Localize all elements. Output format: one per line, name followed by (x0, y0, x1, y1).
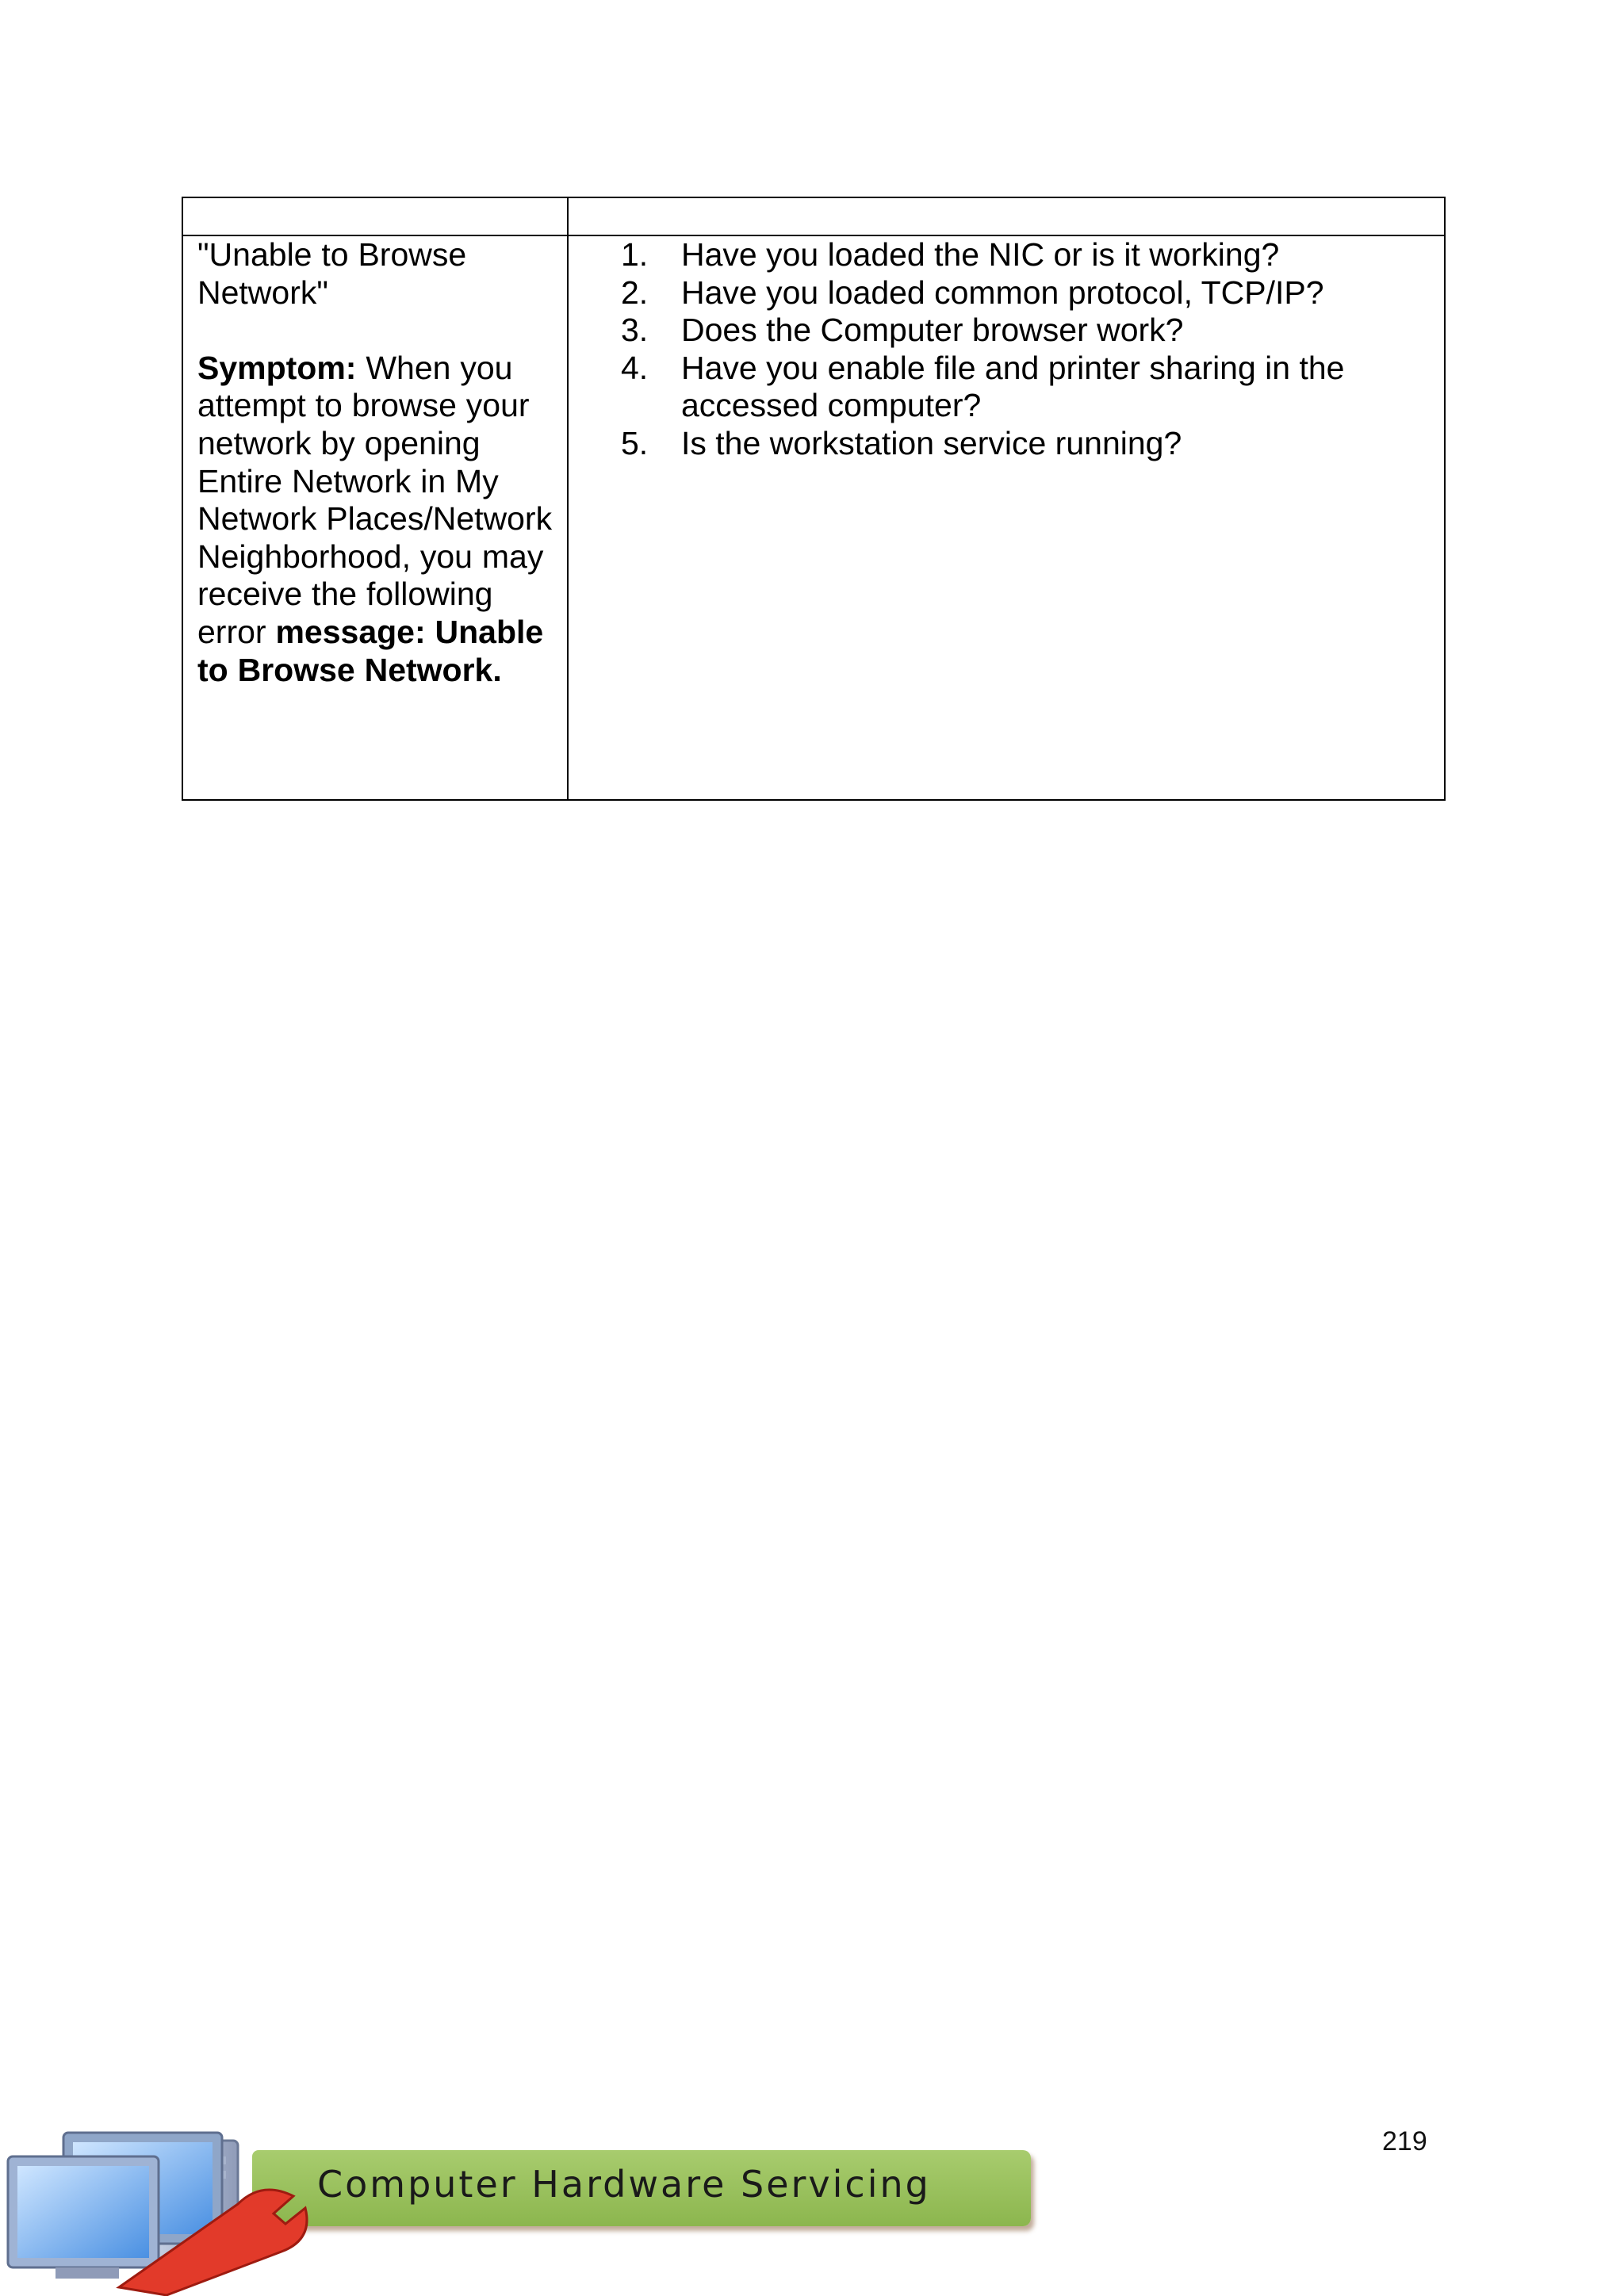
header-cell-problem (182, 197, 568, 235)
question-number: 1. (621, 236, 649, 273)
troubleshooting-table (182, 197, 1446, 801)
symptom-text: When you attempt to browse your network by opening Entire Network in My Network Places/Network Neighborhood, you may receive the following error (197, 349, 553, 650)
questions-cell (568, 235, 1445, 800)
question-text: Have you loaded common protocol, TCP/IP? (681, 274, 1324, 311)
computer-wrench-icon (0, 2125, 317, 2296)
questions-list (569, 236, 1444, 463)
problem-title: "Unable to Browse Network" (197, 236, 467, 311)
question-number: 2. (621, 274, 649, 311)
symptom-error-message: message: Unable to Browse Network. (197, 613, 544, 688)
symptom-label: Symptom: (197, 349, 357, 386)
list-item (569, 350, 1444, 425)
list-item (569, 274, 1444, 312)
list-item (569, 236, 1444, 274)
table-row (182, 235, 1445, 800)
list-item (569, 425, 1444, 463)
problem-cell (182, 235, 568, 800)
table-header-row (182, 197, 1445, 235)
question-text: Does the Computer browser work? (681, 312, 1184, 349)
question-text: Have you enable file and printer sharing in the accessed computer? (681, 349, 1345, 424)
header-cell-solution (568, 197, 1445, 235)
question-text: Is the workstation service running? (681, 424, 1182, 461)
question-number: 5. (621, 424, 649, 461)
list-item (569, 312, 1444, 350)
question-text: Have you loaded the NIC or is it working? (681, 236, 1280, 273)
footer-title: Computer Hardware Servicing (317, 2163, 931, 2206)
question-number: 3. (621, 312, 649, 349)
page-number: 219 (1382, 2126, 1427, 2156)
symptom-description (197, 350, 556, 689)
question-number: 4. (621, 349, 649, 386)
